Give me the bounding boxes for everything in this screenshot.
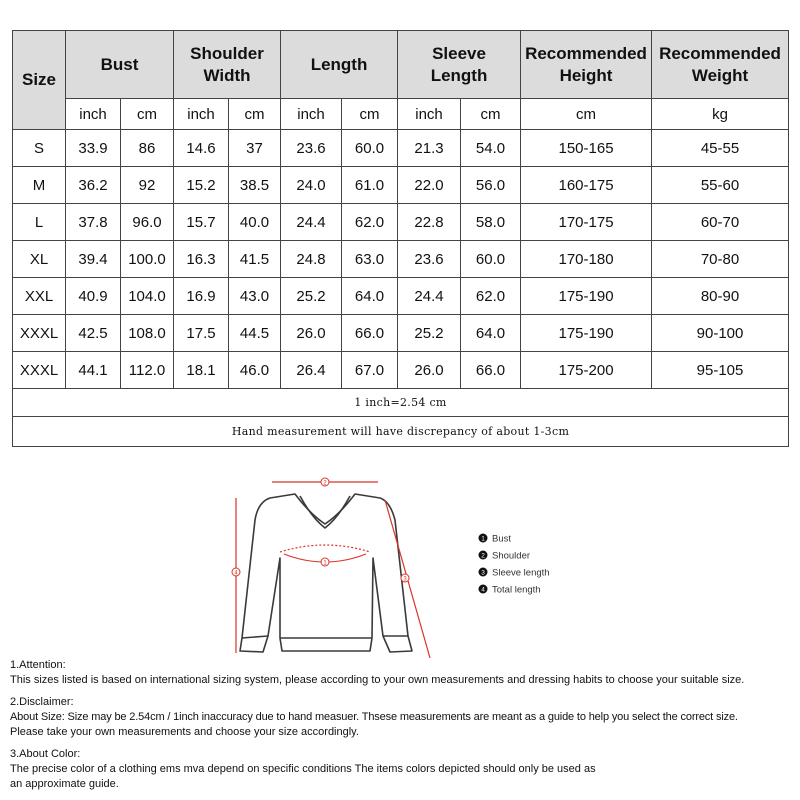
note-title: 1.Attention: (10, 659, 66, 671)
bust-inch-cell: 40.9 (66, 278, 121, 315)
note-line: About Size: Size may be 2.54cm / 1inch inaccuracy due to hand measuer. Thsese measurements are meant as a guide to help you select the correct size. (10, 711, 738, 723)
bust-cm-cell: 86 (121, 130, 174, 167)
unit-cell: inch (398, 99, 461, 130)
note-line: The precise color of a clothing ems mva depend on specific conditions The items colors depicted should only be used as (10, 763, 596, 775)
size-cell: XL (13, 241, 66, 278)
sweater-measurement-diagram (200, 468, 600, 668)
size-cell: S (13, 130, 66, 167)
recommended-weight-cell: 95-105 (652, 352, 789, 389)
recommended-height-cell: 150-165 (521, 130, 652, 167)
sleeve-inch-cell: 21.3 (398, 130, 461, 167)
measurement-discrepancy-note: Hand measurement will have discrepancy of about 1-3cm (13, 417, 789, 447)
bust-cm-cell: 112.0 (121, 352, 174, 389)
recommended-weight-cell: 80-90 (652, 278, 789, 315)
sleeve-inch-cell: 25.2 (398, 315, 461, 352)
size-cell: XXXL (13, 352, 66, 389)
sleeve-cm-cell: 58.0 (461, 204, 521, 241)
diagram-legend (479, 534, 550, 596)
unit-cell: cm (229, 99, 281, 130)
recommended-weight-cell: 70-80 (652, 241, 789, 278)
note-title: 2.Disclaimer: (10, 696, 74, 708)
size-cell: XXXL (13, 315, 66, 352)
header-row (13, 31, 789, 99)
shoulder-cm-cell: 41.5 (229, 241, 281, 278)
recommended-height-cell: 170-180 (521, 241, 652, 278)
length-cm-cell: 64.0 (342, 278, 398, 315)
notes-section (10, 658, 795, 799)
shoulder-inch-cell: 15.7 (174, 204, 229, 241)
sleeve-inch-cell: 22.0 (398, 167, 461, 204)
shoulder-inch-cell: 15.2 (174, 167, 229, 204)
unit-cell: inch (174, 99, 229, 130)
legend-bust: Bust (492, 533, 512, 545)
shoulder-inch-cell: 16.9 (174, 278, 229, 315)
recommended-height-cell: 170-175 (521, 204, 652, 241)
note-row (13, 389, 789, 417)
length-cm-cell: 67.0 (342, 352, 398, 389)
length-cm-cell: 60.0 (342, 130, 398, 167)
length-cm-cell: 61.0 (342, 167, 398, 204)
bust-cm-cell: 104.0 (121, 278, 174, 315)
shoulder-inch-cell: 18.1 (174, 352, 229, 389)
table-row (13, 315, 789, 352)
recommended-weight-cell: 45-55 (652, 130, 789, 167)
sleeve-inch-cell: 26.0 (398, 352, 461, 389)
bust-cm-cell: 96.0 (121, 204, 174, 241)
shoulder-cm-cell: 43.0 (229, 278, 281, 315)
bust-cm-cell: 92 (121, 167, 174, 204)
recommended-weight-cell: 60-70 (652, 204, 789, 241)
note-title: 3.About Color: (10, 748, 81, 760)
bust-header: Bust (66, 31, 174, 99)
inch-conversion-note: 1 inch=2.54 cm (13, 389, 789, 417)
bust-inch-cell: 33.9 (66, 130, 121, 167)
bust-cm-cell: 108.0 (121, 315, 174, 352)
marker-sleeve-length: 3 (403, 576, 407, 583)
height-header: Recommended Height (521, 31, 652, 99)
table-row (13, 278, 789, 315)
shoulder-cm-cell: 44.5 (229, 315, 281, 352)
unit-cell: cm (461, 99, 521, 130)
sleeve-cm-cell: 64.0 (461, 315, 521, 352)
length-cm-cell: 62.0 (342, 204, 398, 241)
disclaimer-note (10, 695, 795, 740)
table-row (13, 167, 789, 204)
size-header: Size (13, 31, 66, 130)
table-row (13, 352, 789, 389)
bust-inch-cell: 42.5 (66, 315, 121, 352)
table-row (13, 204, 789, 241)
shoulder-cm-cell: 40.0 (229, 204, 281, 241)
size-chart-table (12, 30, 789, 447)
recommended-height-cell: 175-190 (521, 278, 652, 315)
svg-text:2: 2 (481, 552, 485, 560)
unit-cell: cm (342, 99, 398, 130)
recommended-height-cell: 160-175 (521, 167, 652, 204)
shoulder-inch-cell: 17.5 (174, 315, 229, 352)
sleeve-cm-cell: 60.0 (461, 241, 521, 278)
unit-cell: kg (652, 99, 789, 130)
unit-row (13, 99, 789, 130)
length-header: Length (281, 31, 398, 99)
table-row (13, 130, 789, 167)
shoulder-cm-cell: 38.5 (229, 167, 281, 204)
size-cell: L (13, 204, 66, 241)
length-inch-cell: 24.0 (281, 167, 342, 204)
bust-inch-cell: 37.8 (66, 204, 121, 241)
marker-total-length: 4 (234, 570, 238, 577)
sleeve-cm-cell: 54.0 (461, 130, 521, 167)
marker-bust: 1 (323, 560, 327, 567)
length-cm-cell: 66.0 (342, 315, 398, 352)
shoulder-inch-cell: 16.3 (174, 241, 229, 278)
bust-inch-cell: 39.4 (66, 241, 121, 278)
note-line: an approximate guide. (10, 778, 119, 790)
svg-text:3: 3 (481, 569, 485, 577)
recommended-height-cell: 175-200 (521, 352, 652, 389)
recommended-weight-cell: 55-60 (652, 167, 789, 204)
sleeve-inch-cell: 24.4 (398, 278, 461, 315)
recommended-weight-cell: 90-100 (652, 315, 789, 352)
length-inch-cell: 26.0 (281, 315, 342, 352)
sweater-outline (240, 494, 412, 652)
legend-sleeve-length: Sleeve length (492, 567, 550, 579)
color-note (10, 747, 795, 792)
bust-inch-cell: 44.1 (66, 352, 121, 389)
note-line: This sizes listed is based on international sizing system, please according to your own measurements and dressing habits to choose your suitable size. (10, 674, 745, 686)
sleeve-cm-cell: 66.0 (461, 352, 521, 389)
marker-shoulder: 2 (323, 480, 327, 487)
note-line: Please take your own measurements and choose your size accordingly. (10, 726, 359, 738)
length-inch-cell: 23.6 (281, 130, 342, 167)
bust-inch-cell: 36.2 (66, 167, 121, 204)
sleeve-cm-cell: 56.0 (461, 167, 521, 204)
unit-cell: inch (281, 99, 342, 130)
weight-header: Recommended Weight (652, 31, 789, 99)
unit-cell: inch (66, 99, 121, 130)
length-inch-cell: 25.2 (281, 278, 342, 315)
recommended-height-cell: 175-190 (521, 315, 652, 352)
shoulder-cm-cell: 46.0 (229, 352, 281, 389)
svg-text:1: 1 (481, 535, 485, 543)
sleeve-inch-cell: 23.6 (398, 241, 461, 278)
table-row (13, 241, 789, 278)
length-inch-cell: 24.4 (281, 204, 342, 241)
shoulder-inch-cell: 14.6 (174, 130, 229, 167)
sleeve-header: Sleeve Length (398, 31, 521, 99)
size-cell: M (13, 167, 66, 204)
sleeve-inch-cell: 22.8 (398, 204, 461, 241)
svg-text:4: 4 (481, 586, 485, 594)
legend-shoulder: Shoulder (492, 550, 531, 562)
length-inch-cell: 24.8 (281, 241, 342, 278)
shoulder-header: Shoulder Width (174, 31, 281, 99)
attention-note (10, 658, 795, 688)
sleeve-cm-cell: 62.0 (461, 278, 521, 315)
measurement-markers (232, 478, 409, 583)
unit-cell: cm (521, 99, 652, 130)
unit-cell: cm (121, 99, 174, 130)
length-cm-cell: 63.0 (342, 241, 398, 278)
shoulder-cm-cell: 37 (229, 130, 281, 167)
bust-cm-cell: 100.0 (121, 241, 174, 278)
note-row (13, 417, 789, 447)
size-cell: XXL (13, 278, 66, 315)
size-rows (13, 130, 789, 389)
legend-total-length: Total length (492, 584, 541, 596)
length-inch-cell: 26.4 (281, 352, 342, 389)
